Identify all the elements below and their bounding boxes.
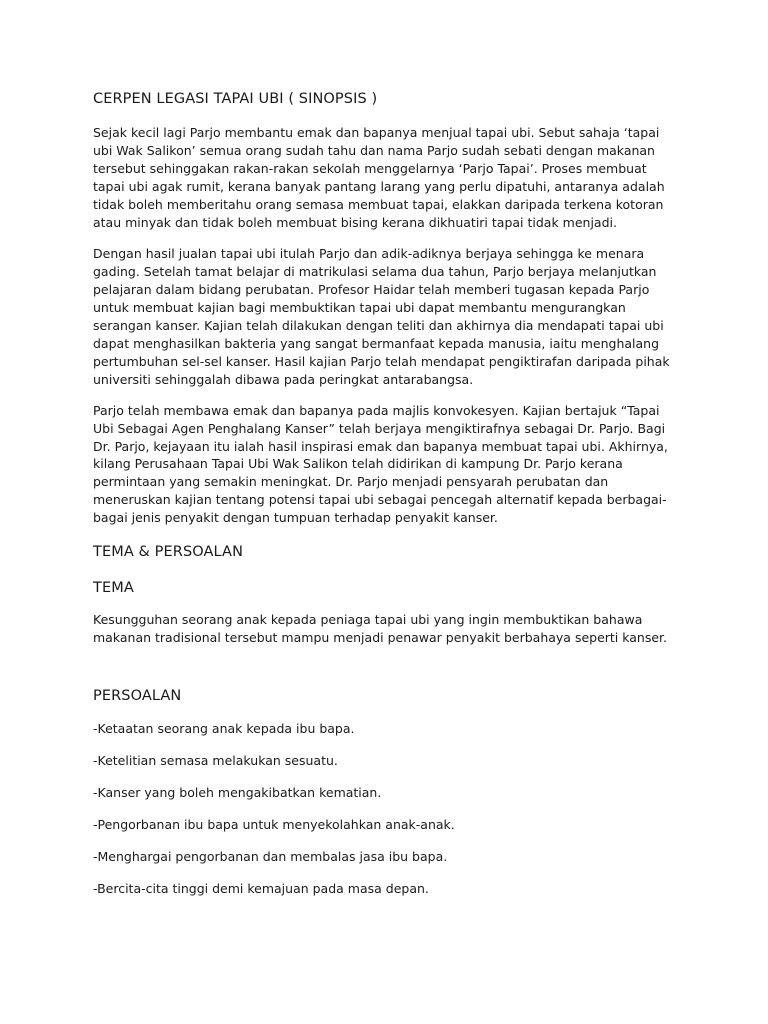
persoalan-item: -Pengorbanan ibu bapa untuk menyekolahkan anak-anak. — [93, 817, 455, 833]
tema-text: Kesungguhan seorang anak kepada peniaga tapai ubi yang ingin membuktikan bahawa makanan tradisional tersebut mampu menjadi penawar penyakit berbahaya seperti kanser. — [93, 612, 668, 645]
tema-heading: TEMA — [93, 580, 134, 597]
persoalan-item: -Kanser yang boleh mengakibatkan kematian. — [93, 785, 382, 801]
document-page — [93, 90, 673, 912]
persoalan-item: -Bercita-cita tinggi demi kemajuan pada masa depan. — [93, 881, 429, 897]
document-title: CERPEN LEGASI TAPAI UBI ( SINOPSIS ) — [93, 91, 378, 107]
synopsis-paragraph-1: Sejak kecil lagi Parjo membantu emak dan bapanya menjual tapai ubi. Sebut sahaja ‘tapai ubi Wak Salikon’ semua orang sudah tahu dan nama Parjo sudah sebati dengan makanan tersebut sehinggakan rakan-rakan sekolah menggelarnya ‘Parjo Tapai’. Proses membuat tapai ubi agak rumit, kerana banyak pantang larang yang perlu dipatuhi, antaranya adalah tidak boleh memberitahu orang semasa membuat tapai, elakkan daripada terkena kotoran atau minyak dan tidak boleh membuat bising kerana dikhuatiri tapai tidak menjadi. — [93, 125, 665, 230]
section-heading-tema-persoalan: TEMA & PERSOALAN — [93, 544, 244, 561]
persoalan-item: -Ketelitian semasa melakukan sesuatu. — [93, 752, 338, 768]
persoalan-heading: PERSOALAN — [93, 687, 182, 704]
persoalan-list — [93, 720, 673, 898]
persoalan-item: -Ketaatan seorang anak kepada ibu bapa. — [93, 720, 355, 736]
synopsis-paragraph-3: Parjo telah membawa emak dan bapanya pada majlis konvokesyen. Kajian bertajuk “Tapai Ubi Sebagai Agen Penghalang Kanser” telah berjaya mengiktirafnya sebagai Dr. Parjo. Bagi Dr. Parjo, kejayaan itu ialah hasil inspirasi emak dan bapanya membuat tapai ubi. Akhirnya, kilang Perusahaan Tapai Ubi Wak Salikon telah didirikan di kampung Dr. Parjo kerana permintaan yang semakin meningkat. Dr. Parjo menjadi pensyarah perubatan dan meneruskan kajian tentang potensi tapai ubi sebagai pencegah alternatif kepada berbagai-bagai jenis penyakit dengan tumpuan terhadap penyakit kanser. — [93, 402, 668, 526]
persoalan-item: -Menghargai pengorbanan dan membalas jasa ibu bapa. — [93, 849, 448, 865]
synopsis-paragraph-2: Dengan hasil jualan tapai ubi itulah Parjo dan adik-adiknya berjaya sehingga ke menara gading. Setelah tamat belajar di matrikulasi selama dua tahun, Parjo berjaya melanjutkan pelajaran dalam bidang perubatan. Profesor Haidar telah memberi tugasan kepada Parjo untuk membuat kajian bagi membuktikan tapai ubi dapat membantu mengurangkan serangan kanser. Kajian telah dilakukan dengan teliti dan akhirnya dia mendapati tapai ubi dapat menghasilkan bakteria yang sangat bermanfaat kepada manusia, iaitu menghalang pertumbuhan sel-sel kanser. Hasil kajian Parjo telah mendapat pengiktirafan daripada pihak universiti sehinggalah dibawa pada peringkat antarabangsa. — [93, 246, 670, 387]
